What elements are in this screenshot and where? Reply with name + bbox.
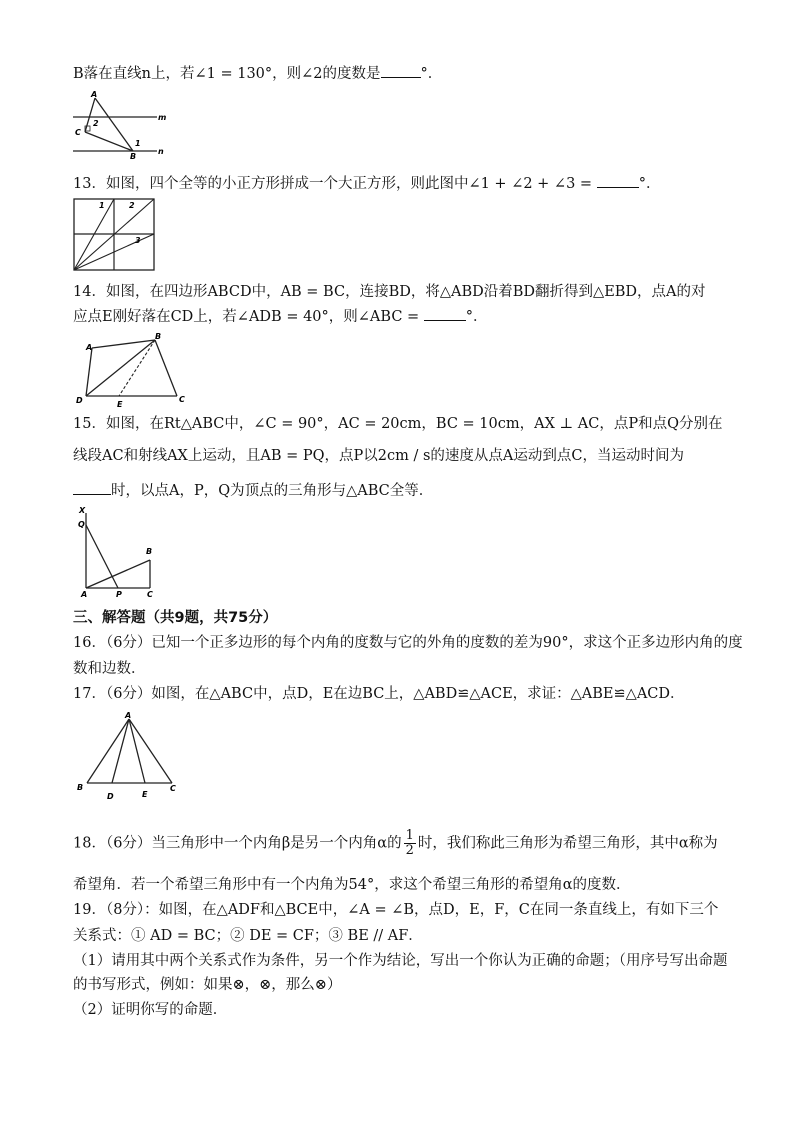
q19-line5: （2）证明你写的命题． [73,1002,228,1018]
q17-label-D: D [107,792,114,801]
q14-label-A: A [86,343,93,352]
q15-line3 [73,480,433,501]
q12-label-1: 1 [135,139,141,148]
q19-line4: 的书写形式，例如：如果⊗，⊗，那么⊗） [73,977,342,993]
q17-label-E: E [142,790,148,799]
q15-line1: 15．如图，在Rt△ABC中，∠C = 90°，AC = 20cm，BC = 10cm，AX ⊥ AC，点P和点Q分别在 [73,416,723,432]
q14-label-E: E [117,400,123,409]
q12-text-b: °． [420,66,443,82]
q12-label-n: n [158,147,164,156]
q19-line1: 19．（8分）：如图，在△ADF和△BCE中，∠A = ∠B，点D，E，F，C在同一条直线上，有如下三个 [73,902,719,918]
q16-line2: 数和边数． [73,661,146,677]
q15-label-Q: Q [78,520,85,529]
q13-text [73,173,660,194]
q12-label-2: 2 [93,119,99,128]
q14-answer-blank [424,306,466,321]
q15-label-B: B [146,547,153,556]
q14-label-D: D [76,396,83,405]
q17-label-C: C [170,784,176,793]
q14-line2-a: 应点E刚好落在CD上，若∠ADB = 40°，则∠ABC = [73,309,420,325]
q15-label-A: A [81,590,88,599]
q18-fraction-numerator: 1 [405,828,414,843]
q19-line3: （1）请用其中两个关系式作为条件，另一个作为结论，写出一个你认为正确的命题；（用序号写出命题 [73,953,728,969]
q15-label-X: X [79,506,86,515]
q18-line1 [73,829,718,858]
q13-text-a: 13．如图，四个全等的小正方形拼成一个大正方形，则此图中∠1 + ∠2 + ∠3 = [73,176,593,192]
q12-answer-blank [381,63,421,78]
q14-line2 [73,306,488,327]
q17-label-B: B [77,783,84,792]
q14-line1: 14．如图，在四边形ABCD中，AB = BC，连接BD，将△ABD沿着BD翻折得到△EBD，点A的对 [73,284,706,300]
q14-label-B: B [155,332,162,341]
q16-line1: 16．（6分）已知一个正多边形的每个内角的度数与它的外角的度数的差为90°，求这个正多边形内角的度 [73,635,743,651]
q12-label-A: A [91,90,98,99]
q12-label-C: C [75,128,81,137]
q12-label-B: B [130,152,137,161]
section-3-title: 三、解答题（共9题，共75分） [73,610,278,626]
q15-line3-b: 时，以点A，P，Q为顶点的三角形与△ABC全等． [111,483,434,499]
q14-line2-b: °． [465,309,488,325]
q13-answer-blank [597,173,639,188]
q15-label-P: P [116,590,122,599]
q13-label-3: 3 [135,236,141,245]
q17-figure [73,710,185,802]
q12-text [73,63,442,84]
q13-label-1: 1 [99,201,105,210]
q14-label-C: C [179,395,185,404]
q17-line1: 17．（6分）如图，在△ABC中，点D，E在边BC上，△ABD≌△ACE，求证：△ABE≌△ACD． [73,686,685,702]
q19-line2: 关系式：① AD = BC；② DE = CF；③ BE // AF． [73,928,423,944]
q18-line2: 希望角．若一个希望三角形中有一个内角为54°，求这个希望三角形的希望角α的度数． [73,877,631,893]
q18-fraction-denominator: 2 [405,843,414,858]
q13-label-2: 2 [129,201,135,210]
q12-text-a: B落在直线n上，若∠1 = 130°，则∠2的度数是 [73,66,381,82]
q15-answer-blank [73,480,111,495]
q17-label-A: A [125,711,132,720]
q15-line2: 线段AC和射线AX上运动，且AB = PQ，点P以2cm / s的速度从点A运动到点C，当运动时间为 [73,448,684,464]
q15-figure [73,503,163,599]
q13-text-b: °． [638,176,661,192]
q18-fraction [404,829,416,858]
q12-label-m: m [158,113,167,122]
q18-line1-a: 18．（6分）当三角形中一个内角β是另一个内角α的 [73,835,402,852]
q14-figure [73,330,193,410]
q13-figure [73,198,157,272]
q15-label-C: C [147,590,153,599]
q12-figure [73,88,167,161]
q18-line1-b: 时，我们称此三角形为希望三角形，其中α称为 [417,835,718,852]
